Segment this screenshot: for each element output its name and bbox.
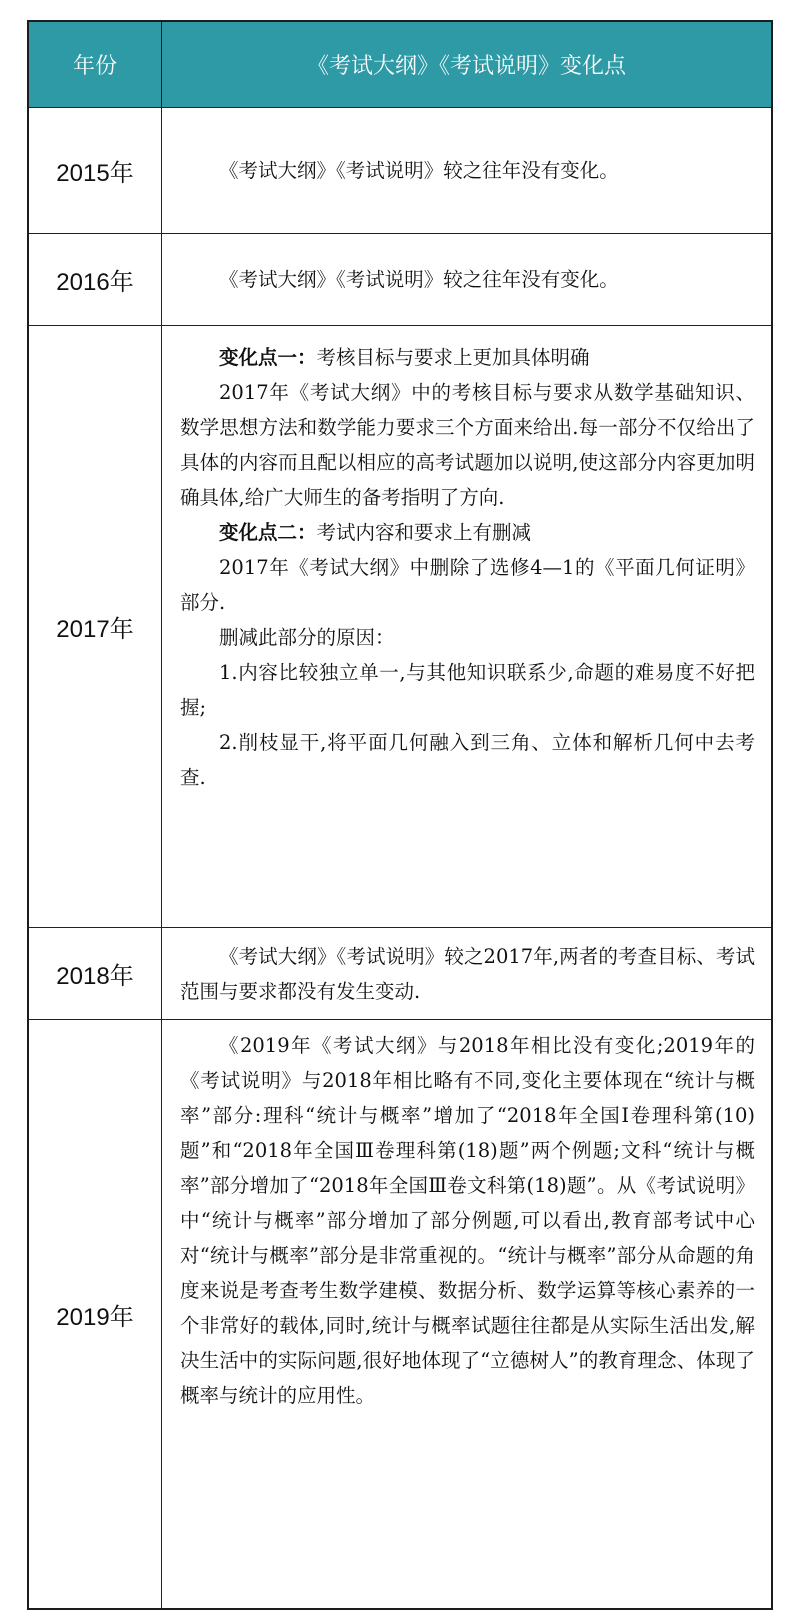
change-point-2-title: 变化点二： bbox=[219, 521, 317, 544]
content-cell bbox=[162, 1020, 771, 1608]
table-row-2016 bbox=[29, 234, 771, 326]
year-cell: 2015年 bbox=[29, 108, 162, 233]
content-cell bbox=[162, 234, 771, 325]
row-text: 《考试大纲》《考试说明》较之往年没有变化。 bbox=[219, 268, 619, 291]
content-cell bbox=[162, 326, 771, 927]
change-point-1-body: 2017年《考试大纲》中的考核目标与要求从数学基础知识、数学思想方法和数学能力要求三个方面来给出.每一部分不仅给出了具体的内容而且配以相应的高考试题加以说明,使这部分内容更加明确具体,给广大师生的备考指明了方向. bbox=[180, 381, 755, 509]
content-cell bbox=[162, 108, 771, 233]
change-point-2-body: 2017年《考试大纲》中删除了选修4—1的《平面几何证明》部分. bbox=[180, 556, 755, 614]
reason-title: 删减此部分的原因： bbox=[219, 626, 395, 649]
year-cell: 2017年 bbox=[29, 326, 162, 927]
change-point-2-subtitle: 考试内容和要求上有删减 bbox=[316, 521, 532, 544]
year-cell: 2019年 bbox=[29, 1020, 162, 1608]
change-point-1-heading bbox=[180, 340, 755, 375]
header-change: 《考试大纲》《考试说明》变化点 bbox=[306, 54, 626, 79]
table-row-2018 bbox=[29, 928, 771, 1020]
row-text: 《考试大纲》《考试说明》较之2017年,两者的考查目标、考试范围与要求都没有发生变动. bbox=[180, 944, 755, 1003]
row-text: 《考试大纲》《考试说明》较之往年没有变化。 bbox=[219, 159, 619, 182]
table-row-2017 bbox=[29, 326, 771, 928]
table-header bbox=[29, 22, 771, 108]
year-cell: 2018年 bbox=[29, 928, 162, 1019]
table-row-2019 bbox=[29, 1020, 771, 1608]
change-point-2-heading bbox=[180, 515, 755, 550]
year-cell: 2016年 bbox=[29, 234, 162, 325]
table-row-2015 bbox=[29, 108, 771, 234]
change-point-1-title: 变化点一： bbox=[219, 346, 317, 369]
content-cell bbox=[162, 928, 771, 1019]
reason-2: 2.削枝显干,将平面几何融入到三角、立体和解析几何中去考查. bbox=[180, 731, 755, 789]
header-year: 年份 bbox=[29, 22, 162, 107]
change-point-1-subtitle: 考核目标与要求上更加具体明确 bbox=[316, 346, 590, 369]
reason-1: 1.内容比较独立单一,与其他知识联系少,命题的难易度不好把握; bbox=[180, 661, 755, 719]
row-text: 《2019年《考试大纲》与2018年相比没有变化;2019年的《考试说明》与2018年相比略有不同,变化主要体现在“统计与概率”部分:理科“统计与概率”增加了“2018年全国Ⅰ卷理科第(10)题”和“2018年全国Ⅲ卷理科第(18)题”两个例题;文科“统计与概率”部分增加了“2018年全国Ⅲ卷文科第(18)题”。从《考试说明》中“统计与概率”部分增加了部分例题,可以看出,教育部考试中心对“统计与概率”部分是非常重视的。“统计与概率”部分从命题的角度来说是考查考生数学建模、数据分析、数学运算等核心素养的一个非常好的载体,同时,统计与概率试题往往都是从实际生活出发,解决生活中的实际问题,很好地体现了“立德树人”的教育理念、体现了概率与统计的应用性。 bbox=[180, 1034, 755, 1407]
change-table bbox=[27, 20, 773, 1610]
